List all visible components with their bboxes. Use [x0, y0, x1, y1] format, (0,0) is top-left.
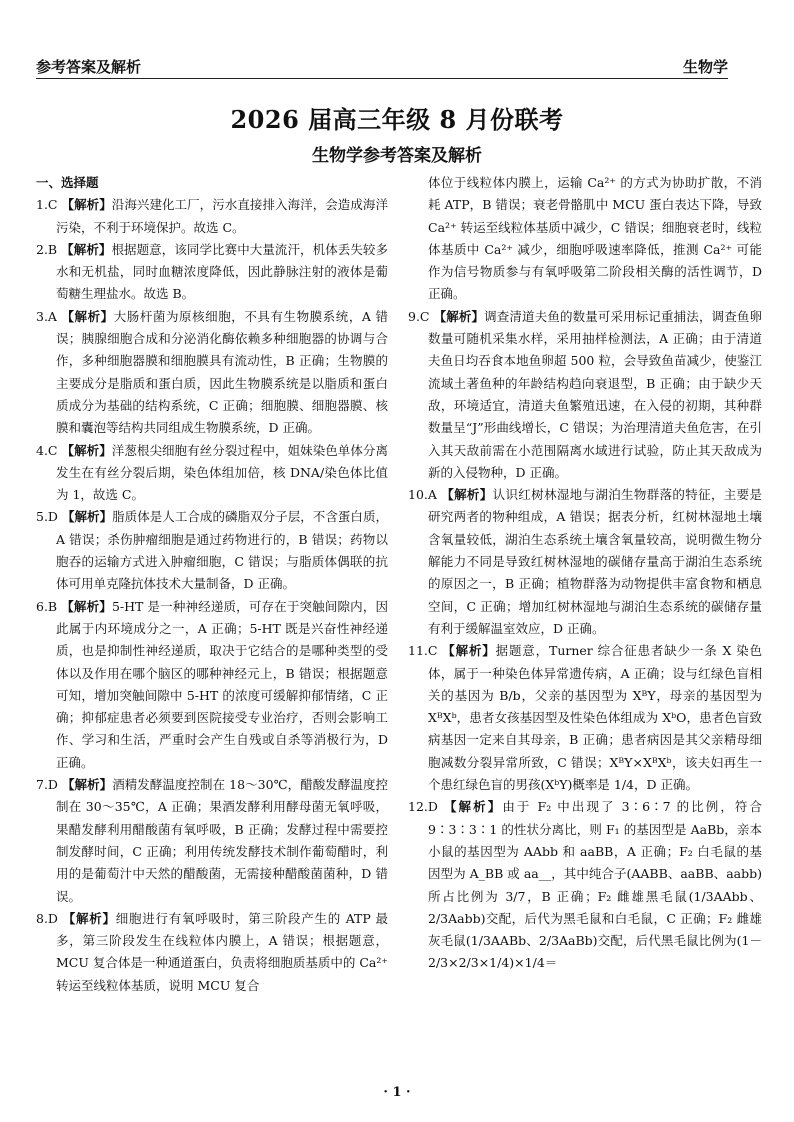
answer-item	[36, 908, 388, 997]
analysis-tag: 【解析】	[61, 509, 113, 525]
analysis-tag: 【解析】	[62, 910, 116, 926]
answer-item	[36, 596, 388, 774]
answer-text: 大肠杆菌为原核细胞，不具有生物膜系统，A 错误；胰腺细胞合成和分泌消化酶依赖多种细胞器的协调与合作，多种细胞器膜和细胞膜具有流动性，B 正确；生物膜的主要成分是脂质和蛋白质，因此生物膜系统是以脂质和蛋白质成分为基础的结构系统，C 正确；细胞膜、细胞器膜、核膜和囊泡等结构共同组成生物膜系统，D 正确。	[56, 308, 388, 436]
answer-text: 调查清道夫鱼的数量可采用标记重捕法，调查鱼卵数量可随机采集水样，采用抽样检测法，A 正确；由于清道夫鱼日均吞食本地鱼卵超 500 粒，会导致鱼苗减少，使鉴江流域土著鱼种的年龄结构趋向衰退型，B 正确；由于缺少天敌，环境适宜，清道夫鱼繁殖迅速，在入侵的初期，其种群数量呈“J”形曲线增长，C 错误；为治理清道夫鱼危害，在引入其天敌前需在小范围隔离水域进行试验，防止其天敌成为新的入侵物种，D 正确。	[428, 308, 762, 480]
header-subject-label: 生物学	[682, 58, 728, 76]
answer-number: 9.C	[408, 308, 434, 324]
answer-number: 3.A	[36, 308, 62, 324]
left-column	[36, 172, 388, 997]
answer-number: 8.D	[36, 910, 63, 926]
answer-number: 4.C	[36, 442, 62, 458]
analysis-tag: 【解析】	[61, 241, 112, 257]
answer-number: 12.D	[408, 799, 444, 815]
answer-number: 11.C	[408, 643, 443, 659]
analysis-tag: 【解析】	[61, 197, 112, 213]
answer-number: 6.B	[36, 598, 62, 614]
analysis-tag: 【解析】	[441, 487, 493, 503]
answer-number: 5.D	[36, 509, 62, 525]
answer-item	[36, 306, 388, 440]
answer-text: 5-HT 是一种神经递质，可存在于突触间隙内，因此属于内环境成分之一，A 正确；5-HT 既是兴奋性神经递质，也是抑制性神经递质，取决于它结合的是哪种类型的受体以及作用在哪个脑区的哪种神经元上，B 错误；根据题意可知，增加突触间隙中 5-HT 的浓度可缓解抑郁情绪，C 正确；抑郁症患者必须要到医院接受专业治疗，否则会影响工作、学习和生活，严重时会产生自残或自杀等消极行为，D 正确。	[56, 598, 388, 770]
answer-item	[36, 194, 388, 239]
page-title: 2026 届高三年级 8 月份联考	[230, 105, 564, 134]
answer-text: 认识红树林湿地与湖泊生物群落的特征，主要是研究两者的物种组成，A 错误；据表分析，红树林湿地土壤含氧量较低，湖泊生态系统土壤含氧量较高，说明微生物分解能力不同是导致红树林湿地的碳储存量高于湖泊生态系统的原因之一，B 正确；植物群落为动物提供丰富食物和栖息空间，C 正确；增加红树林湿地与湖泊生态系统的碳储存量有利于缓解温室效应，D 正确。	[428, 487, 762, 636]
page-subtitle: 生物学参考答案及解析	[312, 146, 482, 166]
answer-text: 细胞进行有氧呼吸时，第三阶段产生的 ATP 最多，第三阶段发生在线粒体内膜上，A 错误；根据题意，MCU 复合体是一种通道蛋白，负责将细胞质基质中的 Ca²⁺ 转运至线粒体基质，说明 MCU 复合	[56, 910, 389, 993]
page-header	[36, 52, 728, 79]
answer-number: 7.D	[36, 777, 62, 793]
answer-item	[36, 239, 388, 306]
analysis-tag: 【解析】	[61, 598, 112, 614]
answer-text: 酒精发酵温度控制在 18～30℃，醋酸发酵温度控制在 30～35℃，A 正确；果酒发酵利用酵母菌无氧呼吸，果醋发酵利用醋酸菌有氧呼吸，B 正确；发酵过程中需要控制发酵时间，C 正确；利用传统发酵技术制作葡萄醋时，利用的是葡萄汁中天然的醋酸菌，无需接种醋酸菌菌种，D 错误。	[56, 777, 388, 904]
analysis-tag: 【解析】	[433, 308, 485, 324]
header-left-label: 参考答案及解析	[36, 58, 142, 76]
answer-text: 据题意，Turner 综合征患者缺少一条 X 染色体，属于一种染色体异常遗传病，A 正确；设与红绿色盲相关的基因为 B/b，父亲的基因型为 XᴮY，母亲的基因型为 XᴮXᵇ，患者女孩基因型及性染色体组成为 XᵇO，患者色盲致病基因一定来自其母亲，B 正确；患者病因是其父亲精母细胞减数分裂异常所致，C 错误；XᴮY×XᴮXᵇ，该夫妇再生一个患红绿色盲的男孩(XᵇY)概率是 1/4，D 正确。	[428, 643, 762, 793]
answer-item	[36, 440, 388, 507]
answer-item	[36, 774, 388, 908]
analysis-tag: 【解析】	[443, 799, 503, 815]
analysis-tag: 【解析】	[61, 308, 114, 324]
answer-item	[36, 506, 388, 595]
answer-text: 沿海兴建化工厂，污水直接排入海洋，会造成海洋污染，不利于环境保护。故选 C。	[56, 197, 388, 235]
analysis-tag: 【解析】	[61, 777, 113, 793]
answer-item	[408, 640, 762, 796]
section-heading: 一、选择题	[36, 175, 99, 190]
answer-text: 洋葱根尖细胞有丝分裂过程中，姐妹染色单体分离发生在有丝分裂后期，染色体组加倍，核 DNA/染色体比值为 1，故选 C。	[56, 442, 388, 503]
answer-text: 由于 F₂ 中出现了 3∶6∶7 的比例，符合 9∶3∶3∶1 的性状分离比，则 F₁ 的基因型是 AaBb，亲本小鼠的基因型为 AAbb 和 aaBB，A 正确；F₂ 白毛鼠的基因型为 A_BB 或 aa__，其中纯合子(AABB、aaBB、aabb)所占比例为 3/7，B 正确；F₂ 雌雄黑毛鼠(1/3AAbb、2/3Aabb)交配，后代为黑毛鼠和白毛鼠，C 正确；F₂ 雌雄灰毛鼠(1/3AABb、2/3AaBb)交配，后代黑毛鼠比例为(1－2/3×2/3×1/4)×1/4＝	[428, 799, 763, 971]
answer-item	[408, 172, 762, 306]
analysis-tag: 【解析】	[61, 442, 112, 458]
answer-text: 脂质体是人工合成的磷脂双分子层，不含蛋白质，A 错误；杀伤肿瘤细胞是通过药物进行的，B 错误；药物以胞吞的运输方式进入肿瘤细胞，C 错误；与脂质体偶联的抗体可用单克隆抗体技术大量制备，D 正确。	[56, 509, 388, 592]
answer-number: 10.A	[408, 487, 442, 503]
page-number: · 1 ·	[383, 1085, 411, 1100]
answer-text: 根据题意，该同学比赛中大量流汗，机体丢失较多水和无机盐，同时血糖浓度降低，因此静脉注射的液体是葡萄糖生理盐水。故选 B。	[56, 241, 388, 302]
answer-text: 体位于线粒体内膜上，运输 Ca²⁺ 的方式为协助扩散，不消耗 ATP，B 错误；衰老骨骼肌中 MCU 蛋白表达下降，导致 Ca²⁺ 转运至线粒体基质中减少，C 错误；细胞衰老时，线粒体基质中 Ca²⁺ 减少，细胞呼吸速率降低，推测 Ca²⁺ 可能作为信号物质参与有氧呼吸第二阶段相关酶的活性调节，D 正确。	[428, 175, 762, 302]
analysis-tag: 【解析】	[442, 643, 496, 659]
answer-item	[408, 306, 762, 484]
right-column	[408, 172, 762, 975]
answer-number: 2.B	[36, 241, 62, 257]
answer-item	[408, 484, 762, 640]
answer-item	[408, 796, 762, 974]
answer-number: 1.C	[36, 197, 62, 213]
